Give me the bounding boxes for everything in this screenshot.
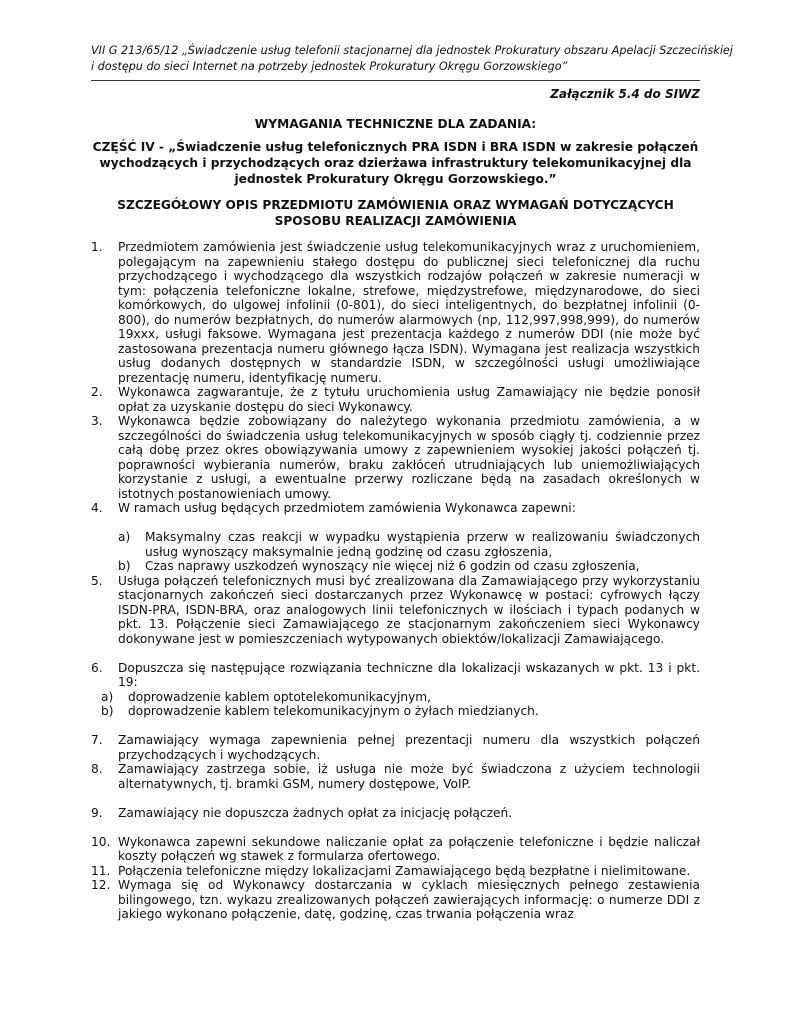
sub-item xyxy=(118,559,700,574)
section-title: SZCZEGÓŁOWY OPIS PRZEDMIOTU ZAMÓWIENIA ORAZ WYMAGAŃ DOTYCZĄCYCH SPOSOBU REALIZACJI ZAMÓWIENIA xyxy=(117,198,674,229)
item-text: Dopuszcza się następujące rozwiązania techniczne dla lokalizacji wskazanych w pkt. 13 i pkt. 19: xyxy=(118,660,700,689)
sub-item-text: doprowadzenie kablem telekomunikacyjnym o żyłach miedzianych. xyxy=(128,704,539,718)
header-divider xyxy=(91,80,700,81)
list-item xyxy=(91,385,700,414)
document-title: WYMAGANIA TECHNICZNE DLA ZADANIA: xyxy=(254,117,537,131)
item-number: 2. xyxy=(91,385,103,399)
item-number: 11. xyxy=(91,863,111,878)
item-number: 4. xyxy=(91,501,103,515)
list-item xyxy=(91,574,700,647)
item-text: Wykonawca zapewni sekundowe naliczanie opłat za połączenie telefoniczne i będzie naliczał koszty połączeń wg stawek z formularza ofertowego. xyxy=(118,834,700,863)
sub-item-label: b) xyxy=(118,559,131,573)
list-item xyxy=(91,530,700,574)
sub-item xyxy=(101,690,700,705)
requirements-list xyxy=(91,240,700,922)
list-item xyxy=(91,864,700,879)
sub-item-label: b) xyxy=(101,704,114,718)
item-number: 8. xyxy=(91,762,103,776)
sub-item xyxy=(118,530,700,559)
list-item xyxy=(91,240,700,385)
item-text: Usługa połączeń telefonicznych musi być zrealizowana dla Zamawiającego przy wykorzystaniu stacjonarnych zakończeń sieci dostarczanych przez Wykonawcę w postaci: cyfrowych łączy ISDN-PRA, ISDN-BRA, oraz analogowych linii telefonicznych w ilościach i typach podanych w pkt. 13. Połączenie sieci Zamawiającego ze stacjonarnym zakończeniem sieci Wykonawcy dokonywane jest w pomieszczeniach wytypowanych obiektów/lokalizacji Zamawiającego. xyxy=(118,573,700,646)
sub-item-text: doprowadzenie kablem optotelekomunikacyjnym, xyxy=(128,689,432,704)
item-text: Wykonawca zagwarantuje, że z tytułu uruchomienia usług Zamawiający nie będzie ponosił opłat za uzyskanie dostępu do sieci Wykonawcy. xyxy=(118,385,700,414)
annex-label: Załącznik 5.4 do SIWZ xyxy=(550,87,700,101)
item-text: Połączenia telefoniczne między lokalizacjami Zamawiającego będą bezpłatne i nielimitowane. xyxy=(118,863,691,878)
header-line-2: i dostępu do sieci Internet na potrzeby jednostek Prokuratury Okręgu Gorzowskiego” xyxy=(91,60,568,73)
header-line-1: VII G 213/65/12 „Świadczenie usług telefonii stacjonarnej dla jednostek Prokuratury obszaru Apelacji Szczecińskiej xyxy=(91,44,733,57)
item-text: Wymaga się od Wykonawcy dostarczania w cyklach miesięcznych pełnego zestawienia bilingowego, tzn. wykazu zrealizowanych połączeń zawierających informację: o numerze DDI z jakiego wykonano połączenie, datę, godzinę, czas trwania połączenia wraz xyxy=(118,878,700,921)
item-text: W ramach usług będących przedmiotem zamówienia Wykonawca zapewni: xyxy=(118,501,576,515)
item-text: Zamawiający wymaga zapewnienia pełnej prezentacji numeru dla wszystkich połączeń przychodzących i wychodzących. xyxy=(118,733,700,762)
item-text: Przedmiotem zamówienia jest świadczenie usług telekomunikacyjnych wraz z uruchomieniem, polegającym na zapewnieniu stałego dostępu do publicznej sieci telefonicznej dla ruchu przychodzącego i wychodzącego dla wszystkich rodzajów połączeń w zakresie numeracji w tym: połączenia telefoniczne lokalne, strefowe, międzystrefowe, międzynarodowe, do sieci komórkowych, do ulgowej infolinii (0-801), do sieci inteligentnych, do bezpłatnej infolinii (0-800), do numerów bezpłatnych, do numerów alarmowych (np, 112,997,998,999), do numerów 19xxx, usługi faksowe. Wymagana jest prezentacja każdego z numerów DDI (nie może być zastosowana prezentacja numeru głównego łącza ISDN). Wymagana jest realizacja wszystkich usług dodanych dostępnych w standardzie ISDN, w szczególności usługi umożliwiające prezentację numeru, identyfikację numeru. xyxy=(118,240,700,385)
item-text: Zamawiający zastrzega sobie, iż usługa nie może być świadczona z użyciem technologii alternatywnych, tj. bramki GSM, numery dostępowe, VoIP. xyxy=(118,762,700,791)
item-number: 9. xyxy=(91,805,103,820)
sub-item-text: Maksymalny czas reakcji w wypadku wystąpienia przerw w realizowaniu świadczonych usług wynoszący maksymalnie jedną godzinę od czasu zgłoszenia, xyxy=(145,530,700,559)
item-number: 10. xyxy=(91,834,111,849)
list-item xyxy=(91,762,700,791)
sub-item-text: Czas naprawy uszkodzeń wynoszący nie więcej niż 6 godzin od czasu zgłoszenia, xyxy=(145,559,640,573)
sub-item xyxy=(101,704,700,719)
list-item xyxy=(91,806,700,821)
list-item xyxy=(91,661,700,719)
item-number: 1. xyxy=(91,240,103,254)
list-item xyxy=(91,835,700,864)
item-number: 3. xyxy=(91,414,103,428)
item-text: Zamawiający nie dopuszcza żadnych opłat za inicjację połączeń. xyxy=(118,805,513,820)
list-item xyxy=(91,414,700,501)
list-item xyxy=(91,501,700,516)
sub-item-label: a) xyxy=(118,530,131,544)
item-number: 7. xyxy=(91,733,103,747)
list-item xyxy=(91,733,700,762)
item-number: 6. xyxy=(91,660,103,675)
item-text: Wykonawca będzie zobowiązany do należytego wykonania przedmiotu zamówienia, a w szczególności do świadczenia usług telekomunikacyjnych w sposób ciągły tj. codziennie przez całą dobę przez okres obowiązywania umowy z zapewnieniem wysokiej jakości połączeń tj. poprawności wybierania numerów, braku zakłóceń utrudniających lub uniemożliwiających korzystanie z usługi, a ewentualne przerwy rozliczane będą na zasadach określonych w istotnych postanowieniach umowy. xyxy=(118,414,700,501)
part-title: CZĘŚĆ IV - „Świadczenie usług telefonicznych PRA ISDN i BRA ISDN w zakresie połączeń wychodzących i przychodzących oraz dzierżawa infrastruktury telekomunikacyjnej dla jednostek Prokuratury Okręgu Gorzowskiego.” xyxy=(92,140,699,187)
item-number: 12. xyxy=(91,878,111,892)
list-item xyxy=(91,878,700,922)
sub-item-label: a) xyxy=(101,689,114,704)
item-number: 5. xyxy=(91,573,103,588)
